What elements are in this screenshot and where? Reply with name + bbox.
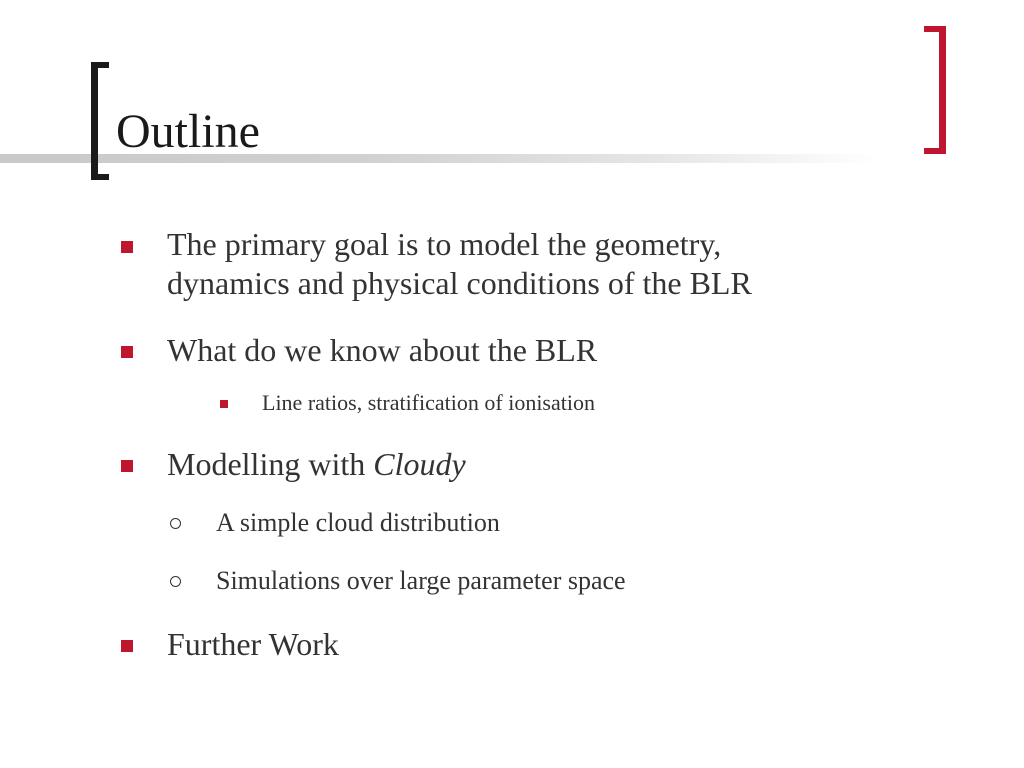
slide-title: Outline <box>116 105 260 158</box>
sub-bullet-text: A simple cloud distribution <box>216 508 500 537</box>
red-square-bullet-icon <box>121 346 133 358</box>
left-bracket-icon <box>91 62 109 180</box>
bullet-text <box>167 444 466 484</box>
bullet-text-line-1: The primary goal is to model the geometry, <box>167 226 722 262</box>
red-square-bullet-icon <box>121 460 133 472</box>
bullet-text: What do we know about the BLR <box>167 332 598 368</box>
red-square-bullet-icon <box>220 400 228 408</box>
bullet-text-prefix: Modelling with <box>167 446 374 482</box>
hollow-circle-bullet-icon <box>170 518 181 529</box>
red-square-bullet-icon <box>121 241 133 253</box>
bullet-text-emphasis: Cloudy <box>373 446 466 482</box>
red-square-bullet-icon <box>121 640 133 652</box>
right-bracket-icon <box>924 26 946 154</box>
bullet-text-line-2: dynamics and physical conditions of the BLR <box>167 265 752 301</box>
hollow-circle-bullet-icon <box>170 576 181 587</box>
sub-bullet-text: Line ratios, stratification of ionisation <box>262 390 595 415</box>
bullet-text: Further Work <box>167 626 339 662</box>
sub-bullet-text: Simulations over large parameter space <box>216 566 626 595</box>
